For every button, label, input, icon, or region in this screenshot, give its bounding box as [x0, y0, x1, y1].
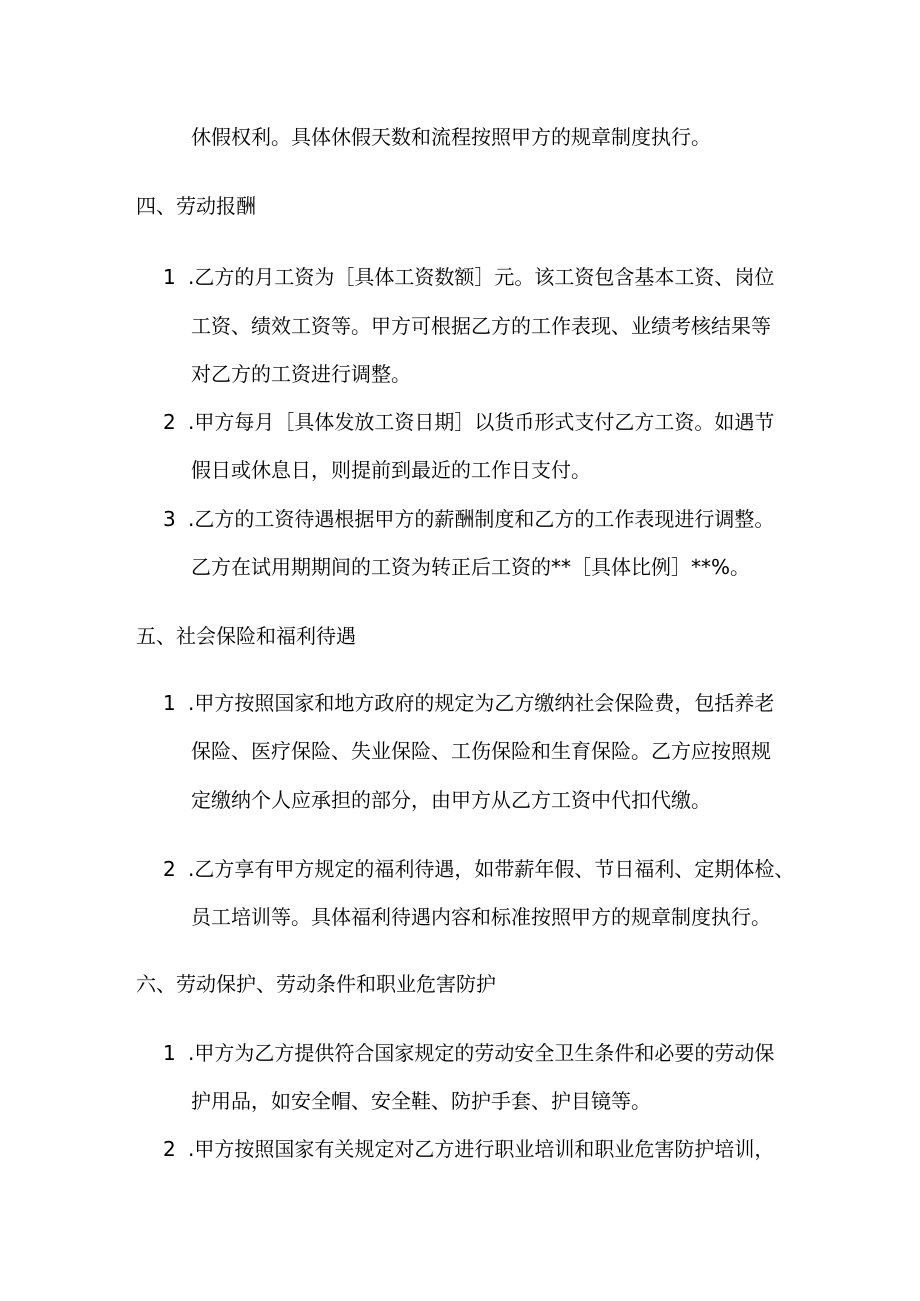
item-number: 1 — [163, 691, 176, 715]
item-text-line: .甲方按照国家和地方政府的规定为乙方缴纳社会保险费，包括养老 — [188, 691, 775, 715]
item-number: 2 — [163, 410, 176, 434]
item-number: 2 — [163, 857, 176, 881]
item-text-line: .甲方每月［具体发放工资日期］以货币形式支付乙方工资。如遇节 — [188, 410, 775, 434]
item-text-line: .甲方为乙方提供符合国家规定的劳动安全卫生条件和必要的劳动保 — [188, 1041, 775, 1065]
item-text-line: .乙方的月工资为［具体工资数额］元。该工资包含基本工资、岗位 — [188, 265, 775, 289]
item-text-line: .乙方享有甲方规定的福利待遇，如带薪年假、节日福利、定期体检、 — [188, 857, 795, 881]
item-text-line: 乙方在试用期期间的工资为转正后工资的**［具体比例］**%。 — [191, 555, 751, 579]
item-text-line: 保险、医疗保险、失业保险、工伤保险和生育保险。乙方应按照规 — [191, 739, 771, 763]
item-number: 2 — [163, 1137, 176, 1161]
item-text-line: 工资、绩效工资等。甲方可根据乙方的工作表现、业绩考核结果等 — [191, 314, 771, 338]
item-number: 1 — [163, 1041, 176, 1065]
item-number: 3 — [163, 507, 176, 531]
item-text-line: 护用品，如安全帽、安全鞋、防护手套、护目镜等。 — [191, 1089, 651, 1113]
item-text-line: 假日或休息日，则提前到最近的工作日支付。 — [191, 458, 591, 482]
continuation-text: 休假权利。具体休假天数和流程按照甲方的规章制度执行。 — [191, 125, 711, 149]
section-heading-4: 四、劳动报酬 — [136, 194, 256, 218]
item-text-line: 定缴纳个人应承担的部分，由甲方从乙方工资中代扣代缴。 — [191, 788, 711, 812]
item-number: 1 — [163, 265, 176, 289]
section-heading-6: 六、劳动保护、劳动条件和职业危害防护 — [136, 972, 496, 996]
item-text-line: 员工培训等。具体福利待遇内容和标准按照甲方的规章制度执行。 — [191, 905, 771, 929]
item-text-line: .甲方按照国家有关规定对乙方进行职业培训和职业危害防护培训， — [188, 1137, 775, 1161]
section-heading-5: 五、社会保险和福利待遇 — [136, 624, 356, 648]
item-text-line: 对乙方的工资进行调整。 — [191, 362, 411, 386]
item-text-line: .乙方的工资待遇根据甲方的薪酬制度和乙方的工作表现进行调整。 — [188, 507, 775, 531]
